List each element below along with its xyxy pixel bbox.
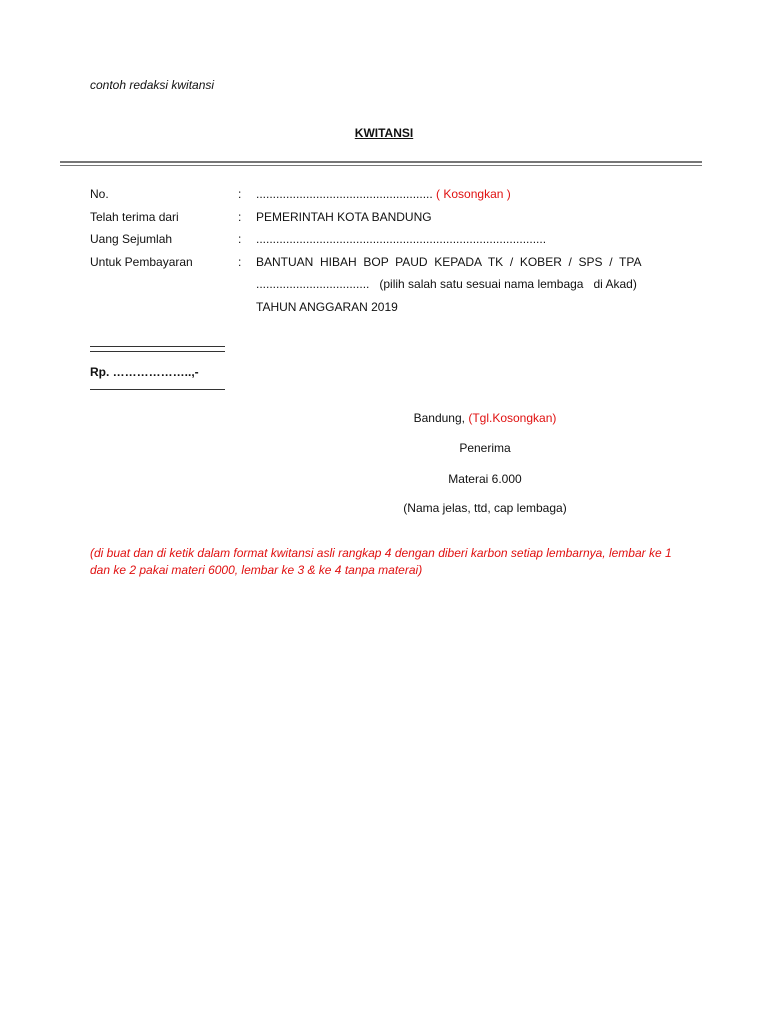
- title-divider-thick: [60, 161, 702, 163]
- signature-place: Bandung,: [413, 411, 469, 425]
- number-note: ( Kosongkan ): [436, 187, 511, 201]
- row-colon: :: [238, 232, 242, 246]
- caption-text: contoh redaksi kwitansi: [90, 78, 215, 92]
- amount-line-bottom: [90, 389, 225, 390]
- row-label: Untuk Pembayaran: [90, 255, 193, 269]
- row-colon: :: [238, 210, 242, 224]
- signature-stamp: Materai 6.000: [448, 472, 522, 486]
- row-value: BANTUAN HIBAH BOP PAUD KEPADA TK / KOBER / SPS / TPA: [256, 255, 642, 269]
- title-divider-thin: [60, 165, 702, 166]
- signature-name-line: (Nama jelas, ttd, cap lembaga): [403, 501, 567, 515]
- row-value: .......................................................................................: [256, 232, 547, 246]
- row-colon: :: [238, 255, 242, 269]
- row-label: Uang Sejumlah: [90, 232, 173, 246]
- payment-line-3: TAHUN ANGGARAN 2019: [256, 300, 398, 314]
- signature-place-date: [360, 411, 610, 425]
- row-colon: :: [238, 187, 242, 201]
- row-label: Telah terima dari: [90, 210, 179, 224]
- row-value: PEMERINTAH KOTA BANDUNG: [256, 210, 432, 224]
- row-value: [256, 187, 511, 201]
- row-label: No.: [90, 187, 109, 201]
- payment-line-2: .................................. (pilih salah satu sesuai nama lembaga di Akad): [256, 277, 637, 291]
- signature-receiver: Penerima: [459, 441, 511, 455]
- signature-date: (Tgl.Kosongkan): [468, 411, 557, 425]
- document-title: KWITANSI: [354, 126, 414, 140]
- amount-line-top-2: [90, 351, 225, 352]
- amount-rp: Rp. ………………..,-: [90, 365, 199, 379]
- amount-line-top-1: [90, 346, 225, 347]
- instruction-note: (di buat dan di ketik dalam format kwitansi asli rangkap 4 dengan diberi karbon setiap lembarnya, lembar ke 1 dan ke 2 pakai materi 6000, lembar ke 3 & ke 4 tanpa materai): [90, 546, 672, 577]
- number-dots: .....................................................: [256, 187, 437, 201]
